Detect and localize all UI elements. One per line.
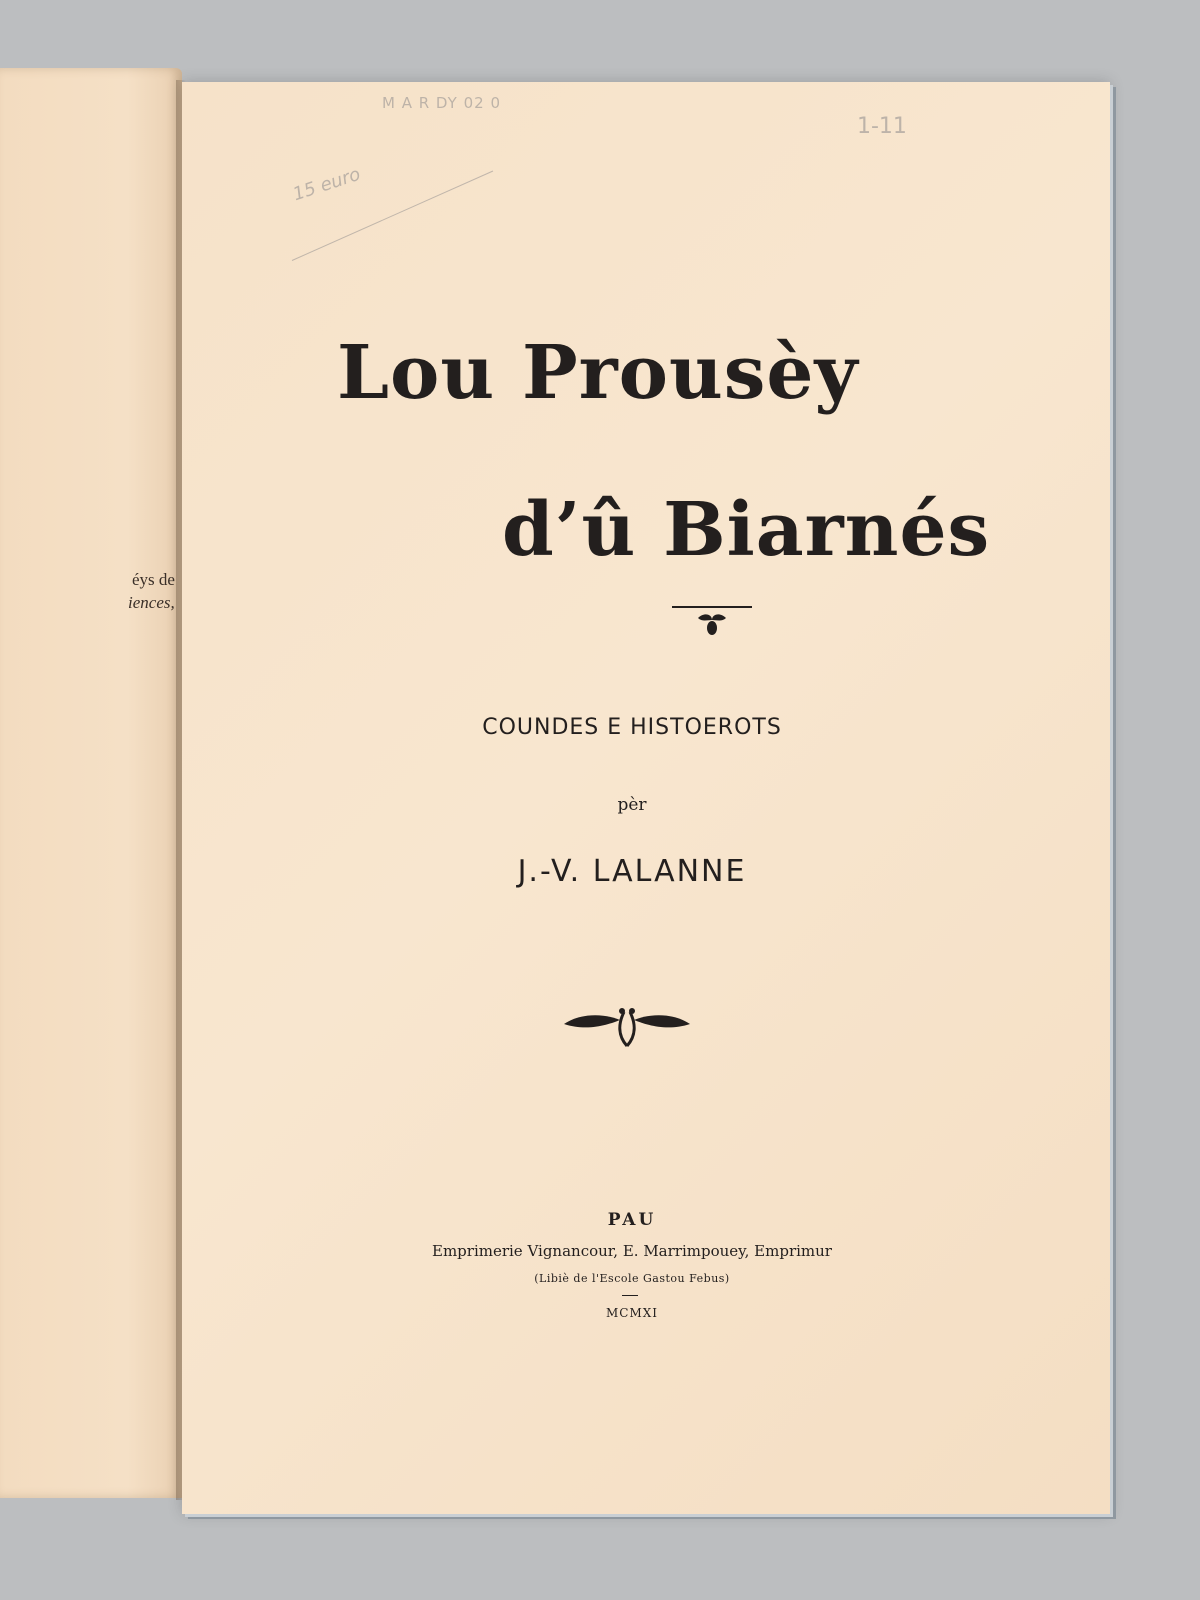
pencil-price-annotation: 15 euro [290, 163, 364, 206]
byline-word: pèr [617, 795, 647, 815]
title-page [182, 82, 1110, 1514]
book-subtitle: COUNDES E HISTOEROTS [482, 715, 782, 740]
imprint-printer: Emprimerie Vignancour, E. Marrimpouey, Emprimur [432, 1242, 832, 1260]
leaf-ornament-icon [672, 604, 752, 644]
left-page-text-fragment: iences, [128, 593, 175, 612]
book-title-line-2: d’û Biarnés [502, 487, 991, 573]
imprint-city: PAU [607, 1210, 657, 1230]
imprint-note: (Libiè de l'Escole Gastou Febus) [534, 1272, 730, 1285]
scroll-ornament-icon [562, 1002, 692, 1050]
pencil-annotation: 1-11 [857, 114, 907, 139]
author-name: J.-V. LALANNE [517, 854, 747, 889]
pencil-annotation: M A R DY 02 0 [382, 94, 501, 112]
book-title-line-1: Lou Prousèy [337, 330, 859, 416]
left-page-text-fragment: éys de [132, 570, 175, 589]
imprint-divider [622, 1295, 638, 1296]
imprint-year: MCMXI [605, 1306, 659, 1320]
left-page [0, 68, 182, 1498]
